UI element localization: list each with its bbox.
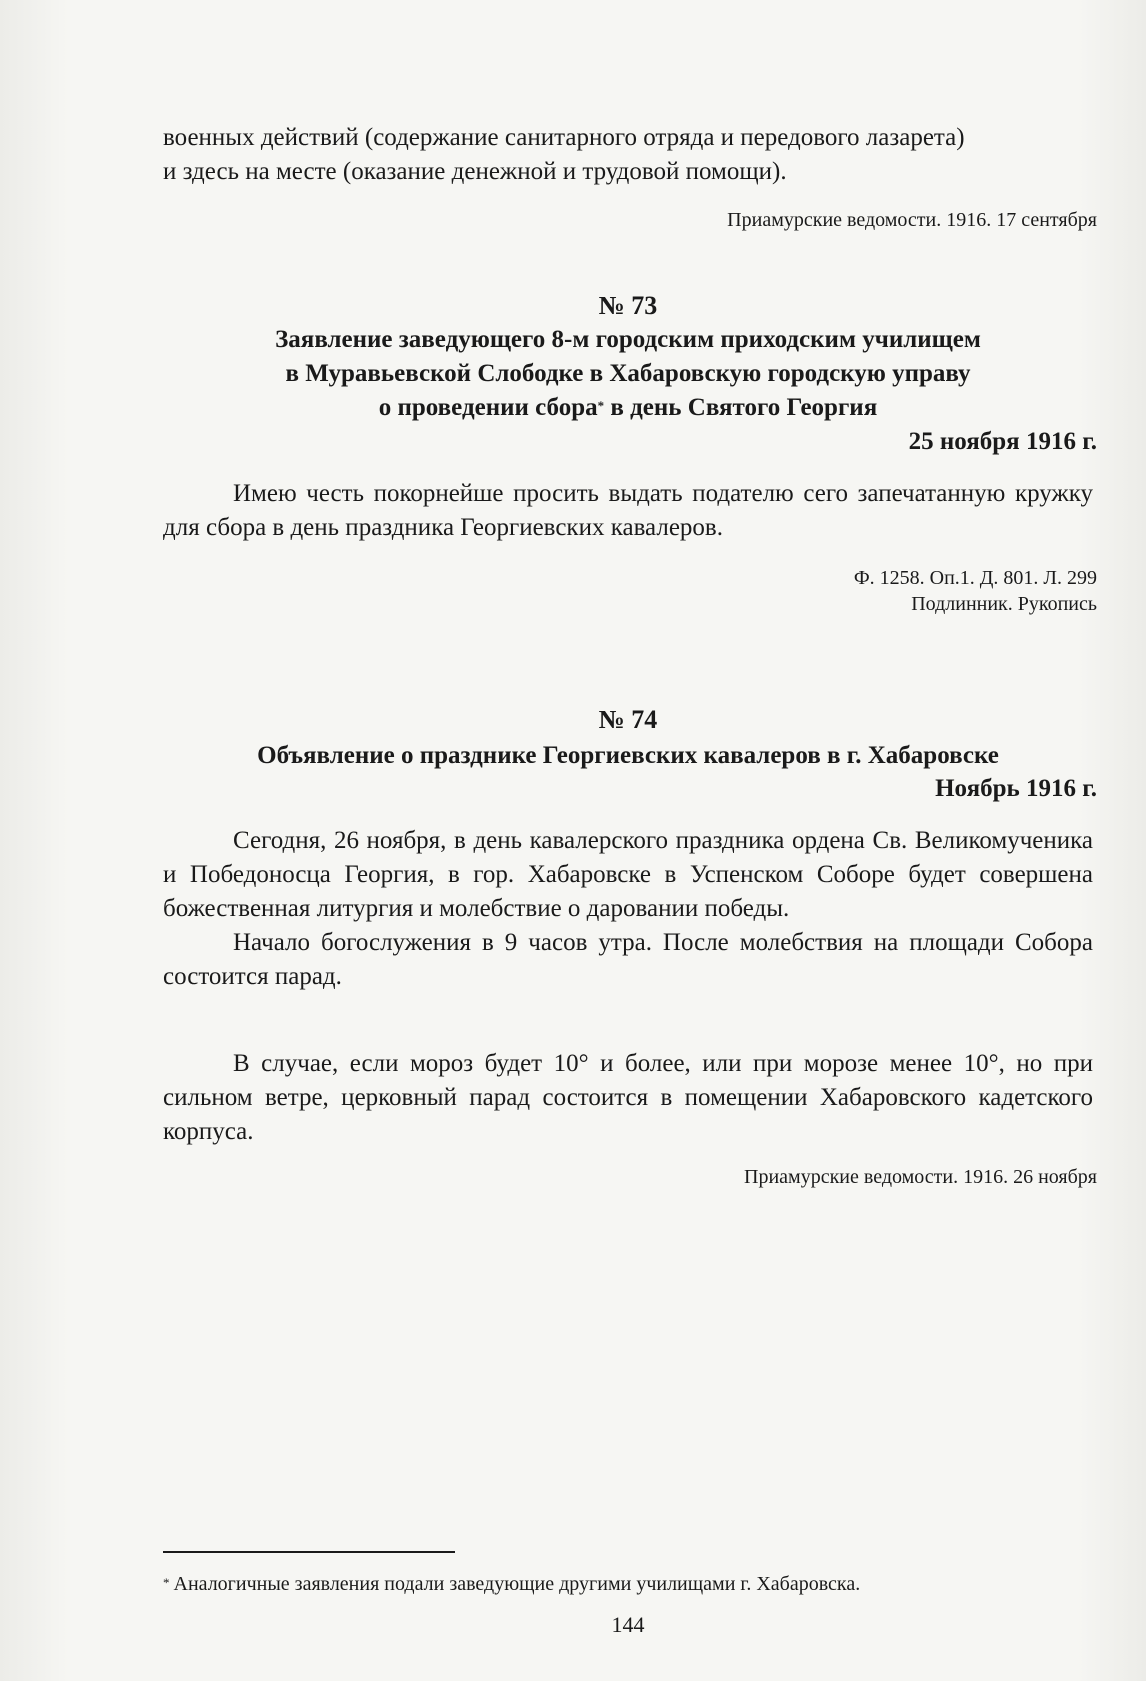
footnote-text: Аналогичные заявления подали заведующие другими училищами г. Хабаровска. <box>173 1573 861 1595</box>
doc74-date: Ноябрь 1916 г. <box>935 775 1097 802</box>
intro-line-2: и здесь на месте (оказание денежной и трудовой помощи). <box>163 158 787 185</box>
doc74-number: № 74 <box>598 705 658 734</box>
doc73-number: № 73 <box>598 291 658 320</box>
intro-text <box>163 121 1093 189</box>
doc74-source: Приамурские ведомости. 1916. 26 ноября <box>744 1166 1097 1188</box>
doc74-body-block-1 <box>163 824 1093 994</box>
doc74-title: Объявление о празднике Георгиевских кавалеров в г. Хабаровске <box>257 742 999 769</box>
doc73-archive-note: Подлинник. Рукопись <box>911 593 1097 615</box>
intro-line-1: военных действий (содержание санитарного отряда и передового лазарета) <box>163 124 965 151</box>
footnote-mark: * <box>163 1575 170 1590</box>
doc73-title-post: в день Святого Георгия <box>604 394 878 421</box>
doc73-title-line-2: в Муравьевской Слободке в Хабаровскую городскую управу <box>285 360 971 387</box>
doc74-paragraph-2: Начало богослужения в 9 часов утра. После молебствия на площади Собора состоится парад. <box>163 929 1093 990</box>
doc73-title-line-3 <box>163 391 1093 425</box>
doc73-title-pre: о проведении сбора <box>378 394 598 421</box>
doc73-body: Имею честь покорнейше просить выдать подателю сего запечатанную кружку для сбора в день праздника Георгиевских кавалеров. <box>163 480 1093 541</box>
doc73-archive-ref: Ф. 1258. Оп.1. Д. 801. Л. 299 <box>853 567 1097 589</box>
footnote-reference-mark: * <box>597 398 605 413</box>
doc73-date: 25 ноября 1916 г. <box>908 428 1097 455</box>
footnote-separator <box>163 1551 455 1553</box>
footnote <box>163 1571 1093 1597</box>
doc73-body-block <box>163 477 1093 545</box>
doc73-title-line-1: Заявление заведующего 8-м городским приходским училищем <box>275 326 981 353</box>
doc74-body-block-2 <box>163 1047 1093 1149</box>
doc74-paragraph-1: Сегодня, 26 ноября, в день кавалерского праздника ордена Св. Великомученика и Победоносца Георгия, в гор. Хабаровске в Успенском Соборе будет совершена божественная литургия и молебствие о даровании победы. <box>163 827 1093 922</box>
intro-source: Приамурские ведомости. 1916. 17 сентября <box>727 209 1097 231</box>
page-number: 144 <box>611 1612 645 1637</box>
doc74-paragraph-3: В случае, если мороз будет 10° и более, или при морозе менее 10°, но при сильном ветре, церковный парад состоится в помещении Хабаровского кадетского корпуса. <box>163 1050 1093 1145</box>
